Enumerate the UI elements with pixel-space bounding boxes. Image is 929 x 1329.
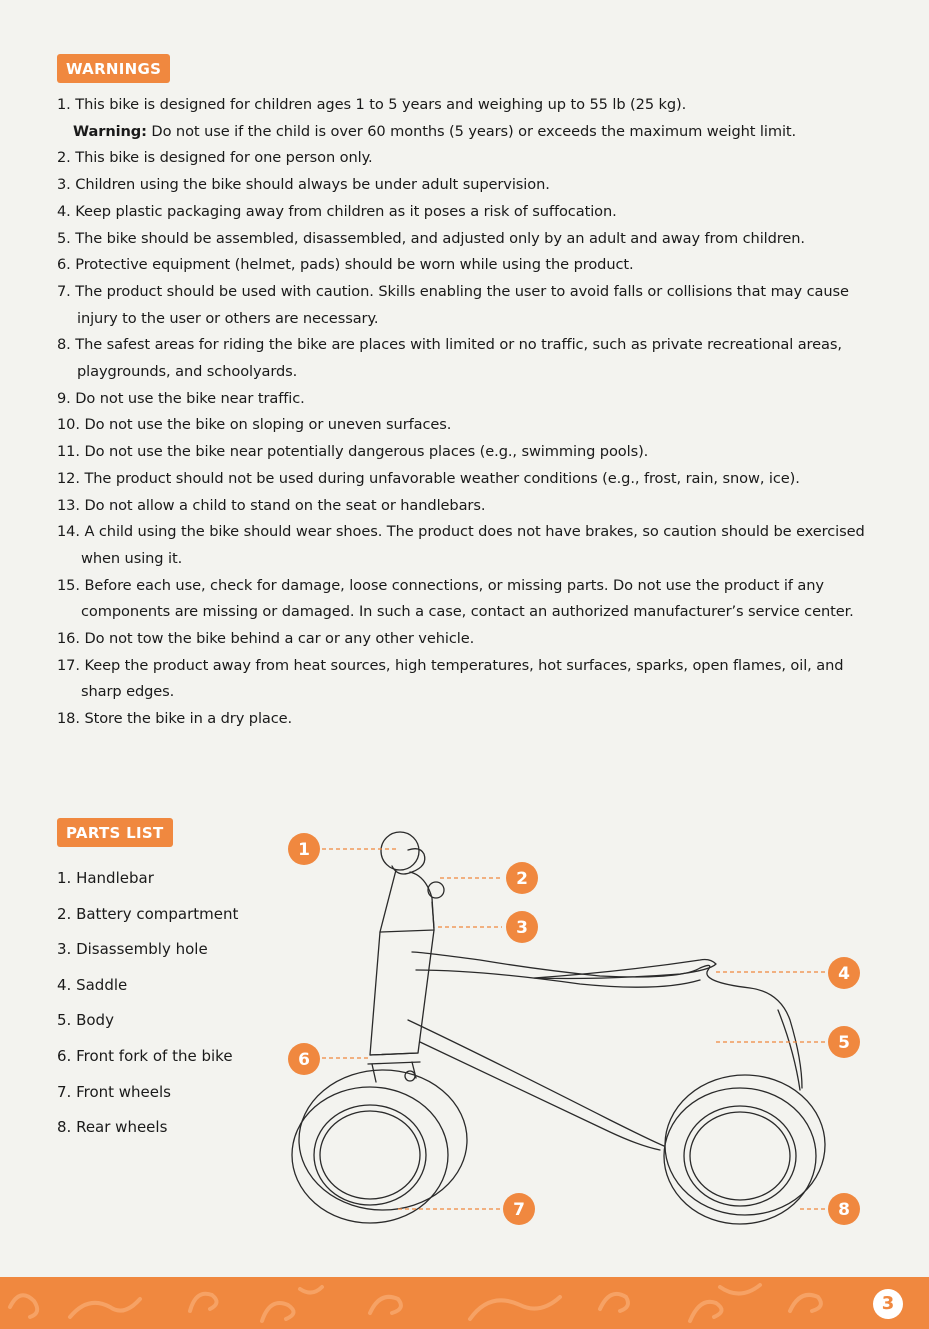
rear-wheel-outer (665, 1075, 825, 1215)
callout-8 (828, 1193, 860, 1225)
bike-drawing (292, 832, 825, 1224)
warning-item-15: 15. Before each use, check for damage, loose connections, or missing parts. Do not use the product if any components are missing or damaged. In such a case, contact an authorized manufacturer’s service center. (57, 576, 854, 621)
warning-item-9: 9. Do not use the bike near traffic. (57, 389, 305, 407)
warning-item-2: 2. This bike is designed for one person only. (57, 149, 373, 167)
footer-band (0, 1277, 929, 1329)
rear-wheel-hub (690, 1112, 790, 1200)
callout-3-label: 3 (516, 918, 528, 938)
callout-4-label: 4 (838, 964, 850, 984)
warnings-heading: WARNINGS (57, 54, 170, 83)
callout-6-label: 6 (298, 1050, 310, 1070)
rear-body (778, 1010, 800, 1090)
warning-item-12: 12. The product should not be used during unfavorable weather conditions (e.g., frost, rain, snow, ice). (57, 469, 800, 487)
warning-note-label: Warning: (73, 122, 147, 140)
front-wheel-hub (320, 1111, 420, 1199)
callout-8-label: 8 (838, 1200, 850, 1220)
part-item-4: 4. Saddle (57, 975, 128, 994)
warnings-list (57, 92, 887, 733)
rear-wheel-rim (684, 1106, 796, 1206)
callout-2 (506, 862, 538, 894)
warning-item-3: 3. Children using the bike should always be under adult supervision. (57, 176, 550, 194)
rear-wheel-tire (664, 1088, 816, 1224)
part-item-5: 5. Body (57, 1011, 114, 1030)
body-lower-edge-2 (420, 1042, 660, 1150)
warning-item-13: 13. Do not allow a child to stand on the seat or handlebars. (57, 496, 486, 514)
callout-3 (506, 911, 538, 943)
callout-markers (288, 833, 860, 1225)
warning-item-11: 11. Do not use the bike near potentially dangerous places (e.g., swimming pools). (57, 443, 649, 461)
head-tube (370, 930, 434, 1055)
warning-item-14: 14. A child using the bike should wear shoes. The product does not have brakes, so caution should be exercised when using it. (57, 523, 865, 567)
parts-list (57, 861, 238, 1146)
balance-bike-diagram (280, 820, 880, 1230)
handle-stem (380, 870, 434, 932)
callout-7-label: 7 (513, 1200, 525, 1220)
body-lower-edge (408, 1020, 664, 1146)
callout-7 (503, 1193, 535, 1225)
callout-4 (828, 957, 860, 989)
callout-leaders (322, 849, 828, 1209)
warning-item-8: 8. The safest areas for riding the bike are places with limited or no traffic, such as private recreational areas, playgrounds, and schoolyards. (57, 336, 842, 381)
warning-note-text: Do not use if the child is over 60 months (5 years) or exceeds the maximum weight limit. (146, 122, 797, 140)
handlebar-knob (381, 832, 419, 870)
part-item-3: 3. Disassembly hole (57, 940, 208, 959)
page-number: 3 (873, 1289, 903, 1319)
part-item-1: 1. Handlebar (57, 869, 154, 887)
saddle-shape (534, 960, 716, 979)
callout-1-label: 1 (298, 840, 310, 860)
warning-item-16: 16. Do not tow the bike behind a car or any other vehicle. (57, 630, 475, 648)
warning-item-10: 10. Do not use the bike on sloping or uneven surfaces. (57, 416, 452, 434)
warning-item-1: 1. This bike is designed for children ages 1 to 5 years and weighing up to 55 lb (25 kg). (57, 96, 687, 113)
front-wheel-outer (299, 1070, 467, 1210)
callout-6 (288, 1043, 320, 1075)
warning-item-5: 5. The bike should be assembled, disassembled, and adjusted only by an adult and away from children. (57, 229, 805, 247)
parts-list-heading: PARTS LIST (57, 818, 173, 847)
battery-cap (428, 882, 444, 898)
warning-item-6: 6. Protective equipment (helmet, pads) should be worn while using the product. (57, 256, 634, 274)
callout-1 (288, 833, 320, 865)
warning-item-17: 17. Keep the product away from heat sources, high temperatures, hot surfaces, sparks, open flames, oil, and sharp edges. (57, 656, 844, 701)
part-item-7: 7. Front wheels (57, 1082, 172, 1101)
warning-item-7: 7. The product should be used with caution. Skills enabling the user to avoid falls or collisions that may cause injury to the user or others are necessary. (57, 282, 849, 327)
front-wheel-tire (292, 1087, 448, 1223)
callout-5-label: 5 (838, 1033, 850, 1053)
front-fork (372, 1062, 416, 1082)
footer-swirl-pattern (0, 1277, 929, 1329)
warning-item-18: 18. Store the bike in a dry place. (57, 710, 293, 728)
warning-note (57, 119, 887, 146)
callout-2-label: 2 (516, 869, 528, 889)
front-wheel-rim (314, 1105, 426, 1205)
part-item-8: 8. Rear wheels (57, 1118, 168, 1137)
part-item-6: 6. Front fork of the bike (57, 1046, 233, 1065)
callout-5 (828, 1026, 860, 1058)
part-item-2: 2. Battery compartment (57, 904, 239, 923)
fork-collar (370, 1053, 418, 1055)
warning-item-4: 4. Keep plastic packaging away from children as it poses a risk of suffocation. (57, 202, 617, 220)
